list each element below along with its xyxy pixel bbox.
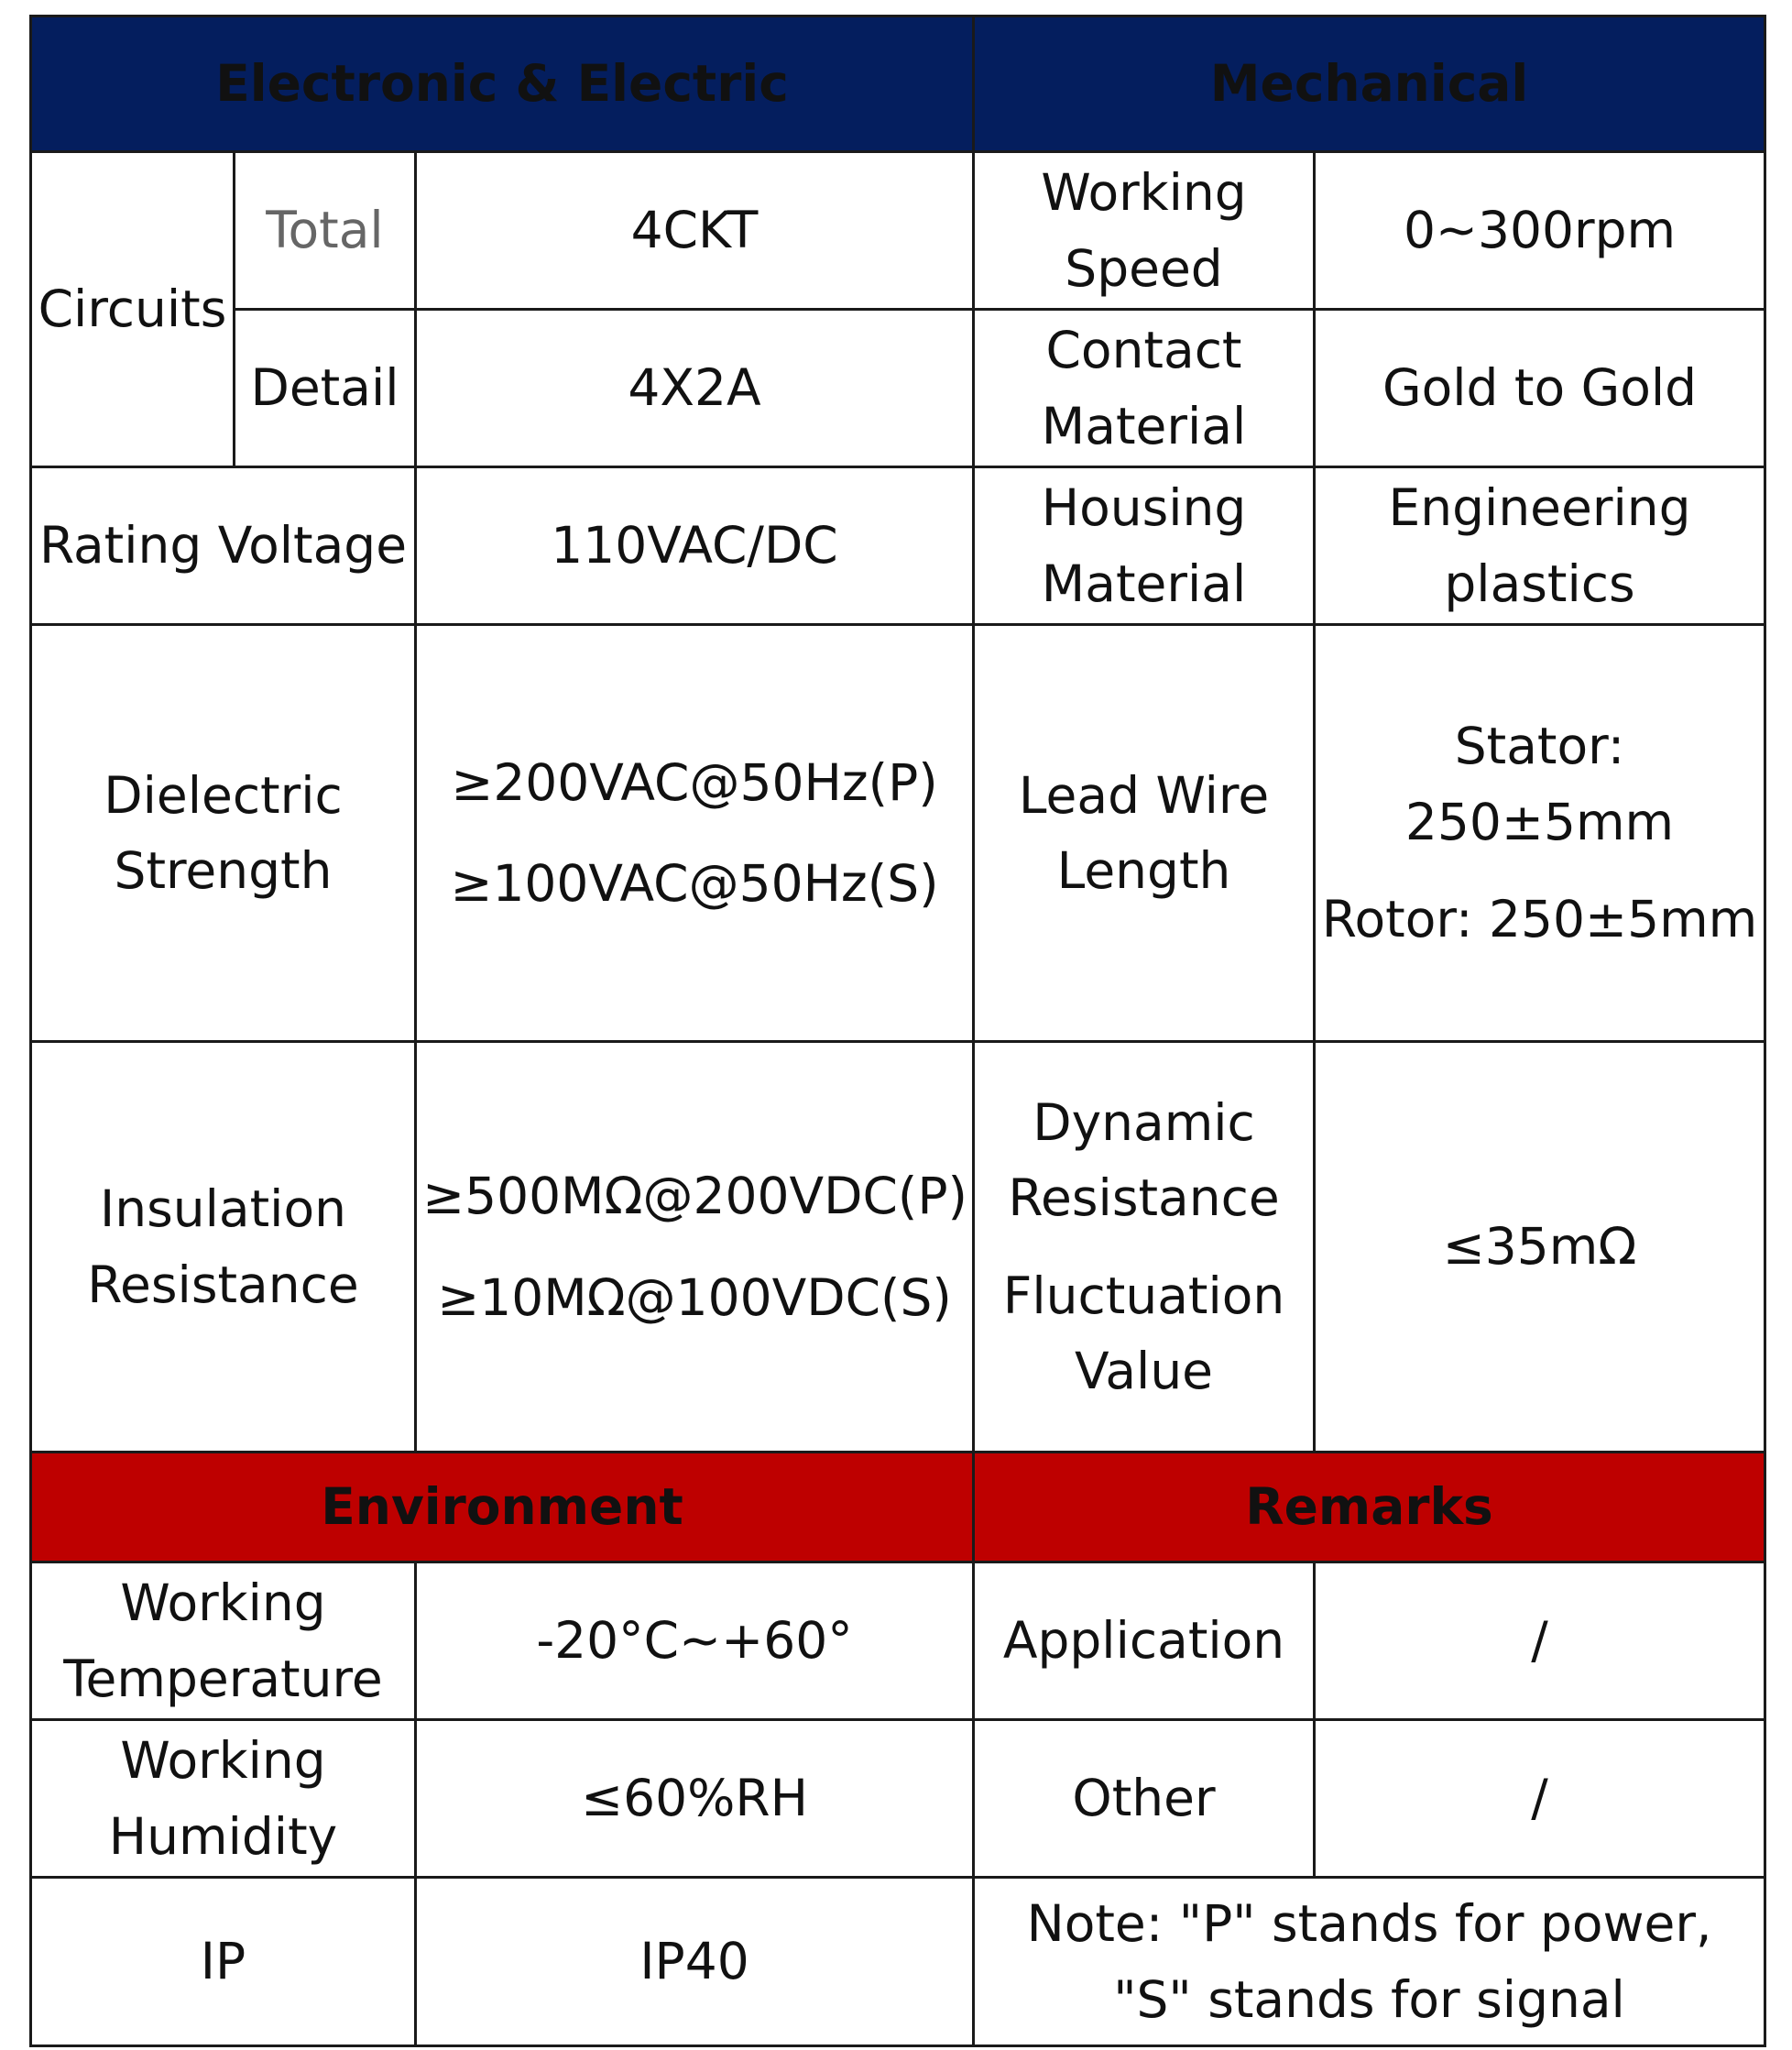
header-electronic: Electronic & Electric — [31, 16, 974, 152]
humidity-value: ≤60%RH — [416, 1720, 974, 1878]
other-value: / — [1315, 1720, 1765, 1878]
ip-value: IP40 — [416, 1878, 974, 2046]
detail-label: Detail — [235, 310, 416, 467]
humidity-label: Working Humidity — [31, 1720, 416, 1878]
rating-voltage-label: Rating Voltage — [31, 467, 416, 625]
working-speed-value: 0~300rpm — [1315, 152, 1765, 310]
contact-material-label: Contact Material — [974, 310, 1315, 467]
header-mechanical: Mechanical — [974, 16, 1765, 152]
contact-material-value: Gold to Gold — [1315, 310, 1765, 467]
insulation-label: Insulation Resistance — [31, 1042, 416, 1453]
dynamic-resistance-labels — [974, 1042, 1315, 1453]
lead-wire-rotor: Rotor: 250±5mm — [1321, 890, 1758, 949]
working-speed-label: Working Speed — [974, 152, 1315, 310]
detail-value: 4X2A — [416, 310, 974, 467]
dielectric-values — [416, 625, 974, 1042]
temperature-value: -20°C~+60° — [416, 1562, 974, 1720]
insulation-value-signal: ≥10MΩ@100VDC(S) — [437, 1267, 952, 1327]
total-label: Total — [235, 152, 416, 310]
spec-table — [29, 15, 1766, 2047]
insulation-value-power: ≥500MΩ@200VDC(P) — [422, 1167, 967, 1225]
lead-wire-values — [1315, 625, 1765, 1042]
fluctuation-label: Fluctuation Value — [1002, 1266, 1285, 1400]
application-label: Application — [974, 1562, 1315, 1720]
header-remarks: Remarks — [974, 1453, 1765, 1562]
lead-wire-stator: Stator: 250±5mm — [1404, 717, 1675, 851]
remarks-note: Note: "P" stands for power, "S" stands for signal — [974, 1878, 1765, 2046]
housing-material-value: Engineering plastics — [1315, 467, 1765, 625]
total-value: 4CKT — [416, 152, 974, 310]
dielectric-value-power: ≥200VAC@50Hz(P) — [451, 752, 938, 812]
rating-voltage-value: 110VAC/DC — [416, 467, 974, 625]
insulation-values — [416, 1042, 974, 1453]
temperature-label: Working Temperature — [31, 1562, 416, 1720]
application-value: / — [1315, 1562, 1765, 1720]
ip-label: IP — [31, 1878, 416, 2046]
housing-material-label: Housing Material — [974, 467, 1315, 625]
dielectric-label: Dielectric Strength — [31, 625, 416, 1042]
dielectric-value-signal: ≥100VAC@50Hz(S) — [450, 854, 939, 913]
dynamic-resistance-label: Dynamic Resistance — [1008, 1092, 1280, 1227]
other-label: Other — [974, 1720, 1315, 1878]
circuits-label: Circuits — [31, 152, 235, 467]
header-environment: Environment — [31, 1453, 974, 1562]
dynamic-resistance-value: ≤35mΩ — [1315, 1042, 1765, 1453]
lead-wire-label: Lead Wire Length — [974, 625, 1315, 1042]
